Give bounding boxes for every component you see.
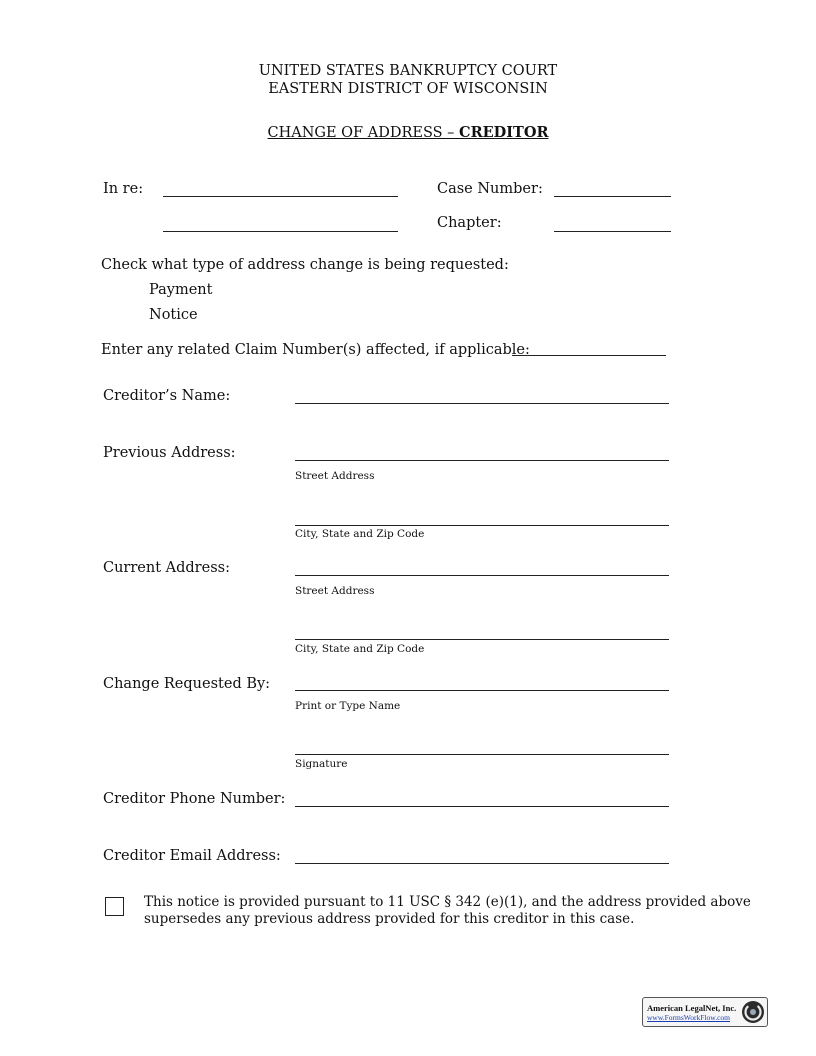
in-re-line-2[interactable] <box>163 231 398 232</box>
email-field[interactable] <box>295 863 669 864</box>
case-number-label: Case Number: <box>437 181 543 197</box>
logo-url[interactable]: www.FormsWorkFlow.com <box>647 1013 731 1022</box>
notice-checkbox[interactable] <box>105 897 124 916</box>
current-city-caption: City, State and Zip Code <box>295 643 425 655</box>
email-label: Creditor Email Address: <box>103 848 281 864</box>
previous-street-caption: Street Address <box>295 470 375 482</box>
print-name-field[interactable] <box>295 690 669 691</box>
claims-prompt: Enter any related Claim Number(s) affected, if applicable: <box>101 342 530 358</box>
case-number-field[interactable] <box>554 196 671 197</box>
chapter-label: Chapter: <box>437 215 502 231</box>
current-street-caption: Street Address <box>295 585 375 597</box>
court-name-line1: UNITED STATES BANKRUPTCY COURT <box>258 63 558 79</box>
previous-city-caption: City, State and Zip Code <box>295 528 425 540</box>
american-legalnet-logo <box>642 997 768 1027</box>
form-title <box>0 126 816 141</box>
current-street-field[interactable] <box>295 575 669 576</box>
print-name-caption: Print or Type Name <box>295 700 401 712</box>
current-city-field[interactable] <box>295 639 669 640</box>
phone-label: Creditor Phone Number: <box>103 791 286 807</box>
claim-numbers-field[interactable] <box>512 355 666 356</box>
phone-field[interactable] <box>295 806 669 807</box>
option-notice[interactable]: Notice <box>149 307 198 323</box>
change-requested-by-label: Change Requested By: <box>103 676 271 692</box>
chapter-field[interactable] <box>554 231 671 232</box>
creditor-name-field[interactable] <box>295 403 669 404</box>
notice-text-line1: This notice is provided pursuant to 11 USC § 342 (e)(1), and the address provided above <box>144 894 751 910</box>
form-title-prefix: CHANGE OF ADDRESS – <box>267 125 460 141</box>
previous-city-field[interactable] <box>295 525 669 526</box>
in-re-line-1[interactable] <box>163 196 398 197</box>
creditor-name-label: Creditor’s Name: <box>103 388 231 404</box>
notice-text-line2: supersedes any previous address provided for this creditor in this case. <box>144 911 635 927</box>
signature-caption: Signature <box>295 758 348 770</box>
current-address-label: Current Address: <box>103 560 230 576</box>
previous-street-field[interactable] <box>295 460 669 461</box>
logo-swirl-icon <box>741 1000 765 1024</box>
signature-field[interactable] <box>295 754 669 755</box>
court-name-line2: EASTERN DISTRICT OF WISCONSIN <box>268 81 548 97</box>
option-payment[interactable]: Payment <box>149 282 213 298</box>
previous-address-label: Previous Address: <box>103 445 236 461</box>
change-type-prompt: Check what type of address change is being requested: <box>101 257 509 273</box>
in-re-label: In re: <box>103 181 144 197</box>
logo-name: American LegalNet, Inc. <box>647 1003 737 1013</box>
form-title-bold: CREDITOR <box>459 124 549 141</box>
